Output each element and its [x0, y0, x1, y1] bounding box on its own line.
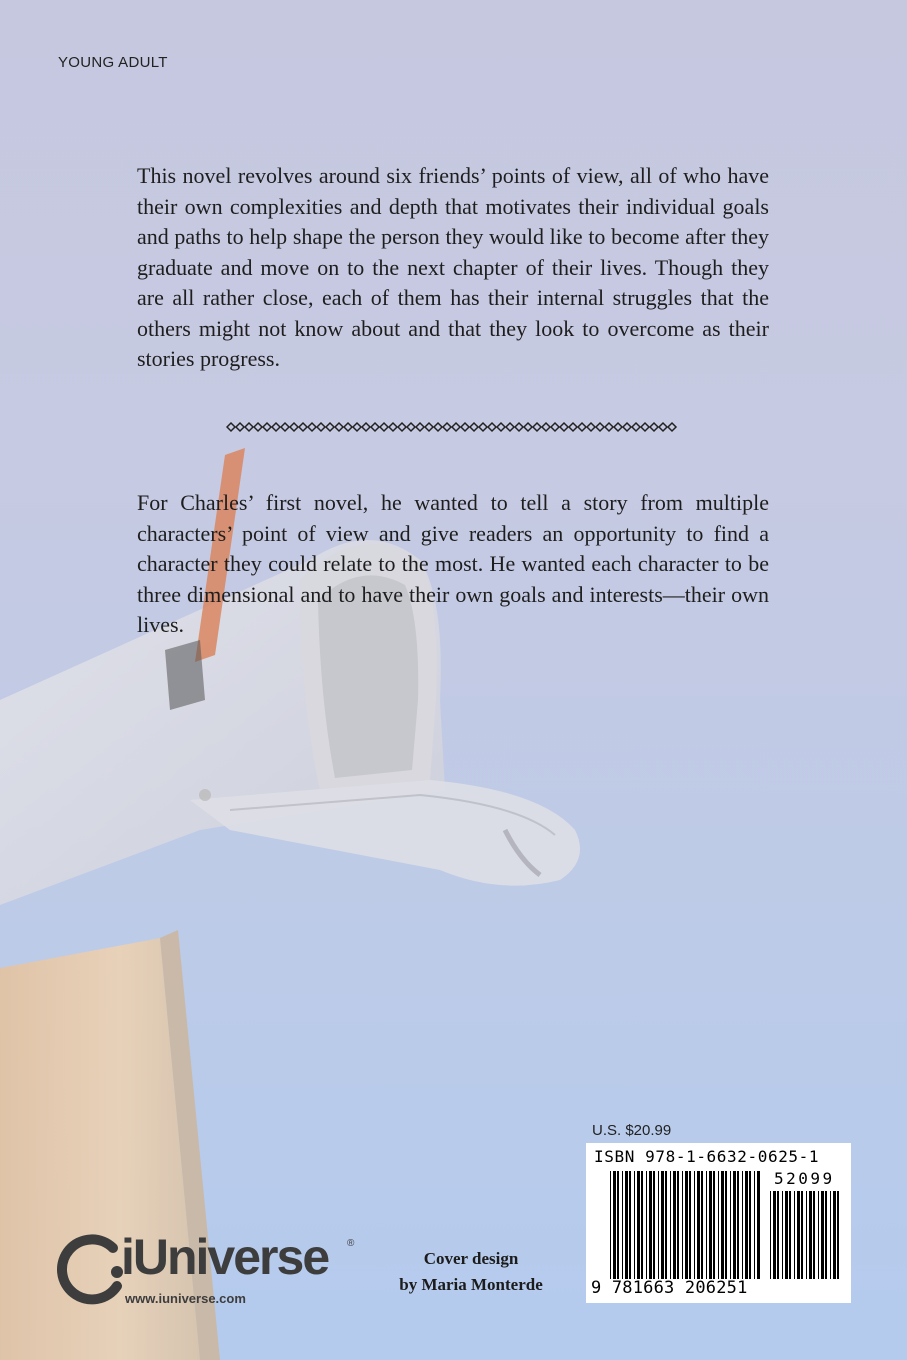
author-note: For Charles’ first novel, he wanted to tell a story from multiple characters’ point of view and give readers an opportunity to find a character they could relate to the most. He wanted each character to be three dimensional and to have their own goals and interests—their own lives. — [137, 490, 769, 637]
diamond-divider — [226, 420, 684, 434]
cover-credit — [381, 1246, 561, 1298]
price-label: U.S. $20.99 — [592, 1122, 672, 1139]
barcode-number: 9 781663 206251 — [591, 1278, 748, 1298]
publisher-logo — [55, 1229, 375, 1309]
publisher-url: www.iuniverse.com — [125, 1291, 246, 1306]
cover-credit-line1: Cover design — [423, 1249, 519, 1268]
book-description: This novel revolves around six friends’ points of view, all of who have their own complexities and depth that motivates their individual goals and paths to help shape the person they would like to become after they graduate and move on to the next chapter of their lives. Though they are all rather close, each of them has their internal struggles that the others might not know about and that they look to overcome as their stories progress. — [137, 163, 769, 371]
registered-mark: ® — [347, 1238, 355, 1249]
genre-label: YOUNG ADULT — [58, 54, 168, 71]
publisher-name: iUniverse — [121, 1229, 329, 1285]
cover-credit-line2: by Maria Monterde — [399, 1275, 543, 1294]
barcode-addon-code: 52099 — [774, 1169, 835, 1188]
barcode-addon-bars — [770, 1191, 842, 1279]
isbn-label: ISBN 978-1-6632-0625-1 — [594, 1147, 820, 1166]
iuniverse-logo-icon — [55, 1234, 127, 1306]
isbn-barcode — [586, 1143, 851, 1303]
barcode-bars — [610, 1171, 762, 1279]
